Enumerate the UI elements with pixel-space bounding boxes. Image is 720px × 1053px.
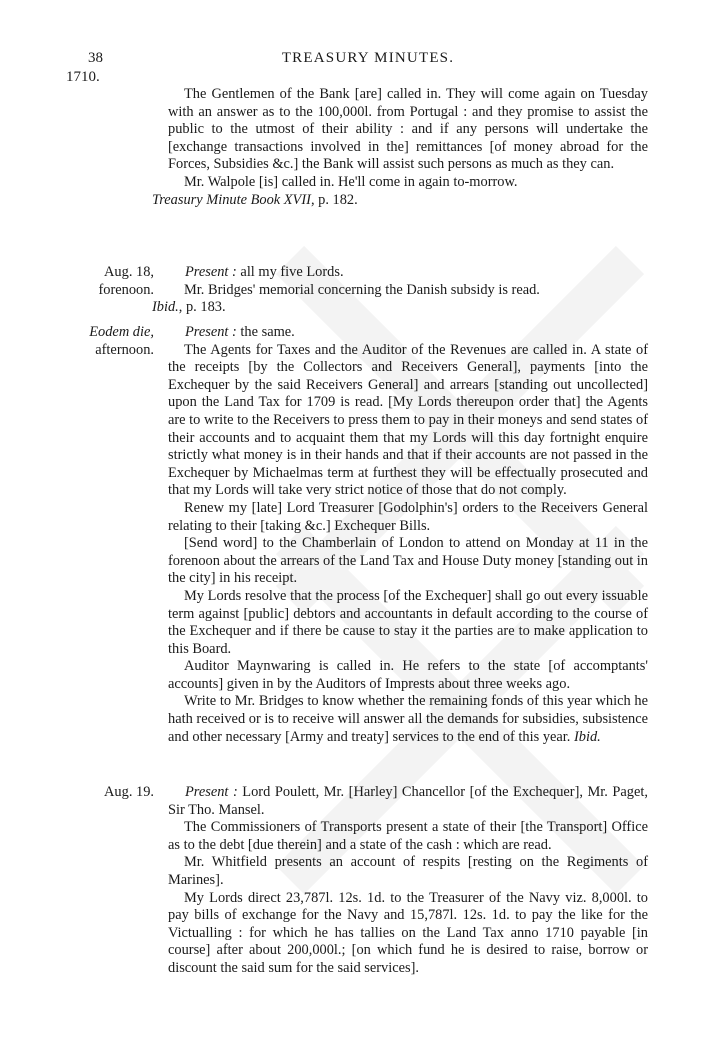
minute-entry	[168, 784, 648, 978]
present-line	[168, 324, 648, 342]
minute-entry	[152, 264, 648, 317]
margin-date-line: Aug. 18,	[104, 264, 154, 280]
present-line	[168, 784, 648, 819]
paragraph	[152, 173, 648, 209]
margin-date	[76, 324, 154, 359]
citation-tail: , p. 183.	[178, 299, 226, 316]
paragraph-text: Mr. Walpole [is] called in. He'll come in again to-morrow.	[184, 173, 518, 190]
citation: Treasury Minute Book XVII	[152, 191, 311, 208]
paragraph: My Lords direct 23,787l. 12s. 1d. to the Treasurer of the Navy viz. 8,000l. to pay bills of exchange for the Navy and 15,787l. 12s. 1d. to pay the like for the Victualling : for which he has tallies on the Land Tax anno 1710 payable [in course] after about 200,000l.; [on which fund he is desired to raise, borrow or discount the said sum for the said services].	[168, 889, 648, 976]
paragraph: The Gentlemen of the Bank [are] called in. They will come again on Tuesday with an answer as to the 100,000l. from Portugal : and they promise to assist the public to the utmost of their ability : and if any persons will undertake the [exchange transactions involved in the] remittances [of money abroad for the Forces, Subsidies &c.] the Bank will assist such persons as much as they can.	[168, 86, 648, 173]
minute-entry	[168, 324, 648, 746]
margin-date-line: Eodem die,	[89, 324, 154, 340]
present-text: Lord Poulett, Mr. [Harley] Chancellor [of the Exchequer], Mr. Paget, Sir Tho. Mansel.	[168, 784, 648, 818]
present-text: the same.	[236, 324, 295, 340]
paragraph: The Commissioners of Transports present a state of their [the Transport] Office as to the debt [due therein] and a state of the cash : which are read.	[168, 819, 648, 853]
paragraph	[152, 281, 648, 317]
paragraph: My Lords resolve that the process [of the Exchequer] shall go out every issuable term against [public] debtors and accountants in default according to the course of the Exchequer and if there be cause to stay it the parties are to make application to this Board.	[168, 587, 648, 657]
paragraph-text: Mr. Bridges' memorial concerning the Danish subsidy is read.	[184, 281, 540, 298]
margin-date	[76, 264, 154, 299]
present-line	[168, 264, 648, 282]
paragraph: Renew my [late] Lord Treasurer [Godolphin's] orders to the Receivers General relating to their [taking &c.] Exchequer Bills.	[168, 499, 648, 534]
paragraph: The Agents for Taxes and the Auditor of the Revenues are called in. A state of the receipts [by the Collectors and Receivers General], payments [into the Exchequer by the said Receivers General] and arrears [standing out uncollected] upon the Land Tax for 1709 is read. [My Lords thereupon order that] the Agents are to write to the Receivers to press them to pay in their moneys and send states of their accounts and to acquaint them that my Lords will this day fortnight enquire strictly what money is in their hands and that if their accounts are not passed in the Exchequer by Michaelmas term at furthest they will be effectually prosecuted and that my Lords will take very strict notice of those that do not comply.	[168, 341, 648, 499]
page-header	[88, 50, 648, 70]
citation: Ibid.	[152, 299, 179, 316]
present-label: Present :	[185, 264, 237, 280]
running-title: TREASURY MINUTES.	[281, 50, 455, 66]
paragraph: [Send word] to the Chamberlain of London to attend on Monday at 11 in the forenoon about the arrears of the Land Tax and House Duty money [standing out in the city] in his receipt.	[168, 535, 648, 587]
citation: Ibid.	[574, 728, 601, 745]
present-label: Present :	[185, 784, 238, 800]
paragraph: Mr. Whitfield presents an account of respits [resting on the Regiments of Marines].	[168, 854, 648, 888]
paragraph: Auditor Maynwaring is called in. He refers to the state [of accomptants' accounts] given in by the Auditors of Imprests about three weeks ago.	[168, 658, 648, 692]
margin-year: 1710.	[66, 69, 100, 85]
paragraph-text: Write to Mr. Bridges to know whether the remaining fonds of this year which he hath received or is to receive will answer all the demands for subsidies, subsistence and other necessary [Army and treaty] services to the end of this year.	[168, 693, 648, 745]
paragraph	[168, 693, 648, 746]
margin-date-line: afternoon.	[95, 341, 154, 358]
citation-tail: , p. 182.	[310, 191, 358, 208]
minute-entry	[152, 86, 648, 209]
margin-date-line: forenoon.	[98, 281, 154, 298]
page-number: 38	[88, 50, 103, 66]
margin-date	[76, 784, 154, 802]
margin-date-line: Aug. 19.	[104, 784, 154, 800]
present-label: Present :	[185, 324, 237, 340]
present-text: all my five Lords.	[236, 264, 344, 280]
